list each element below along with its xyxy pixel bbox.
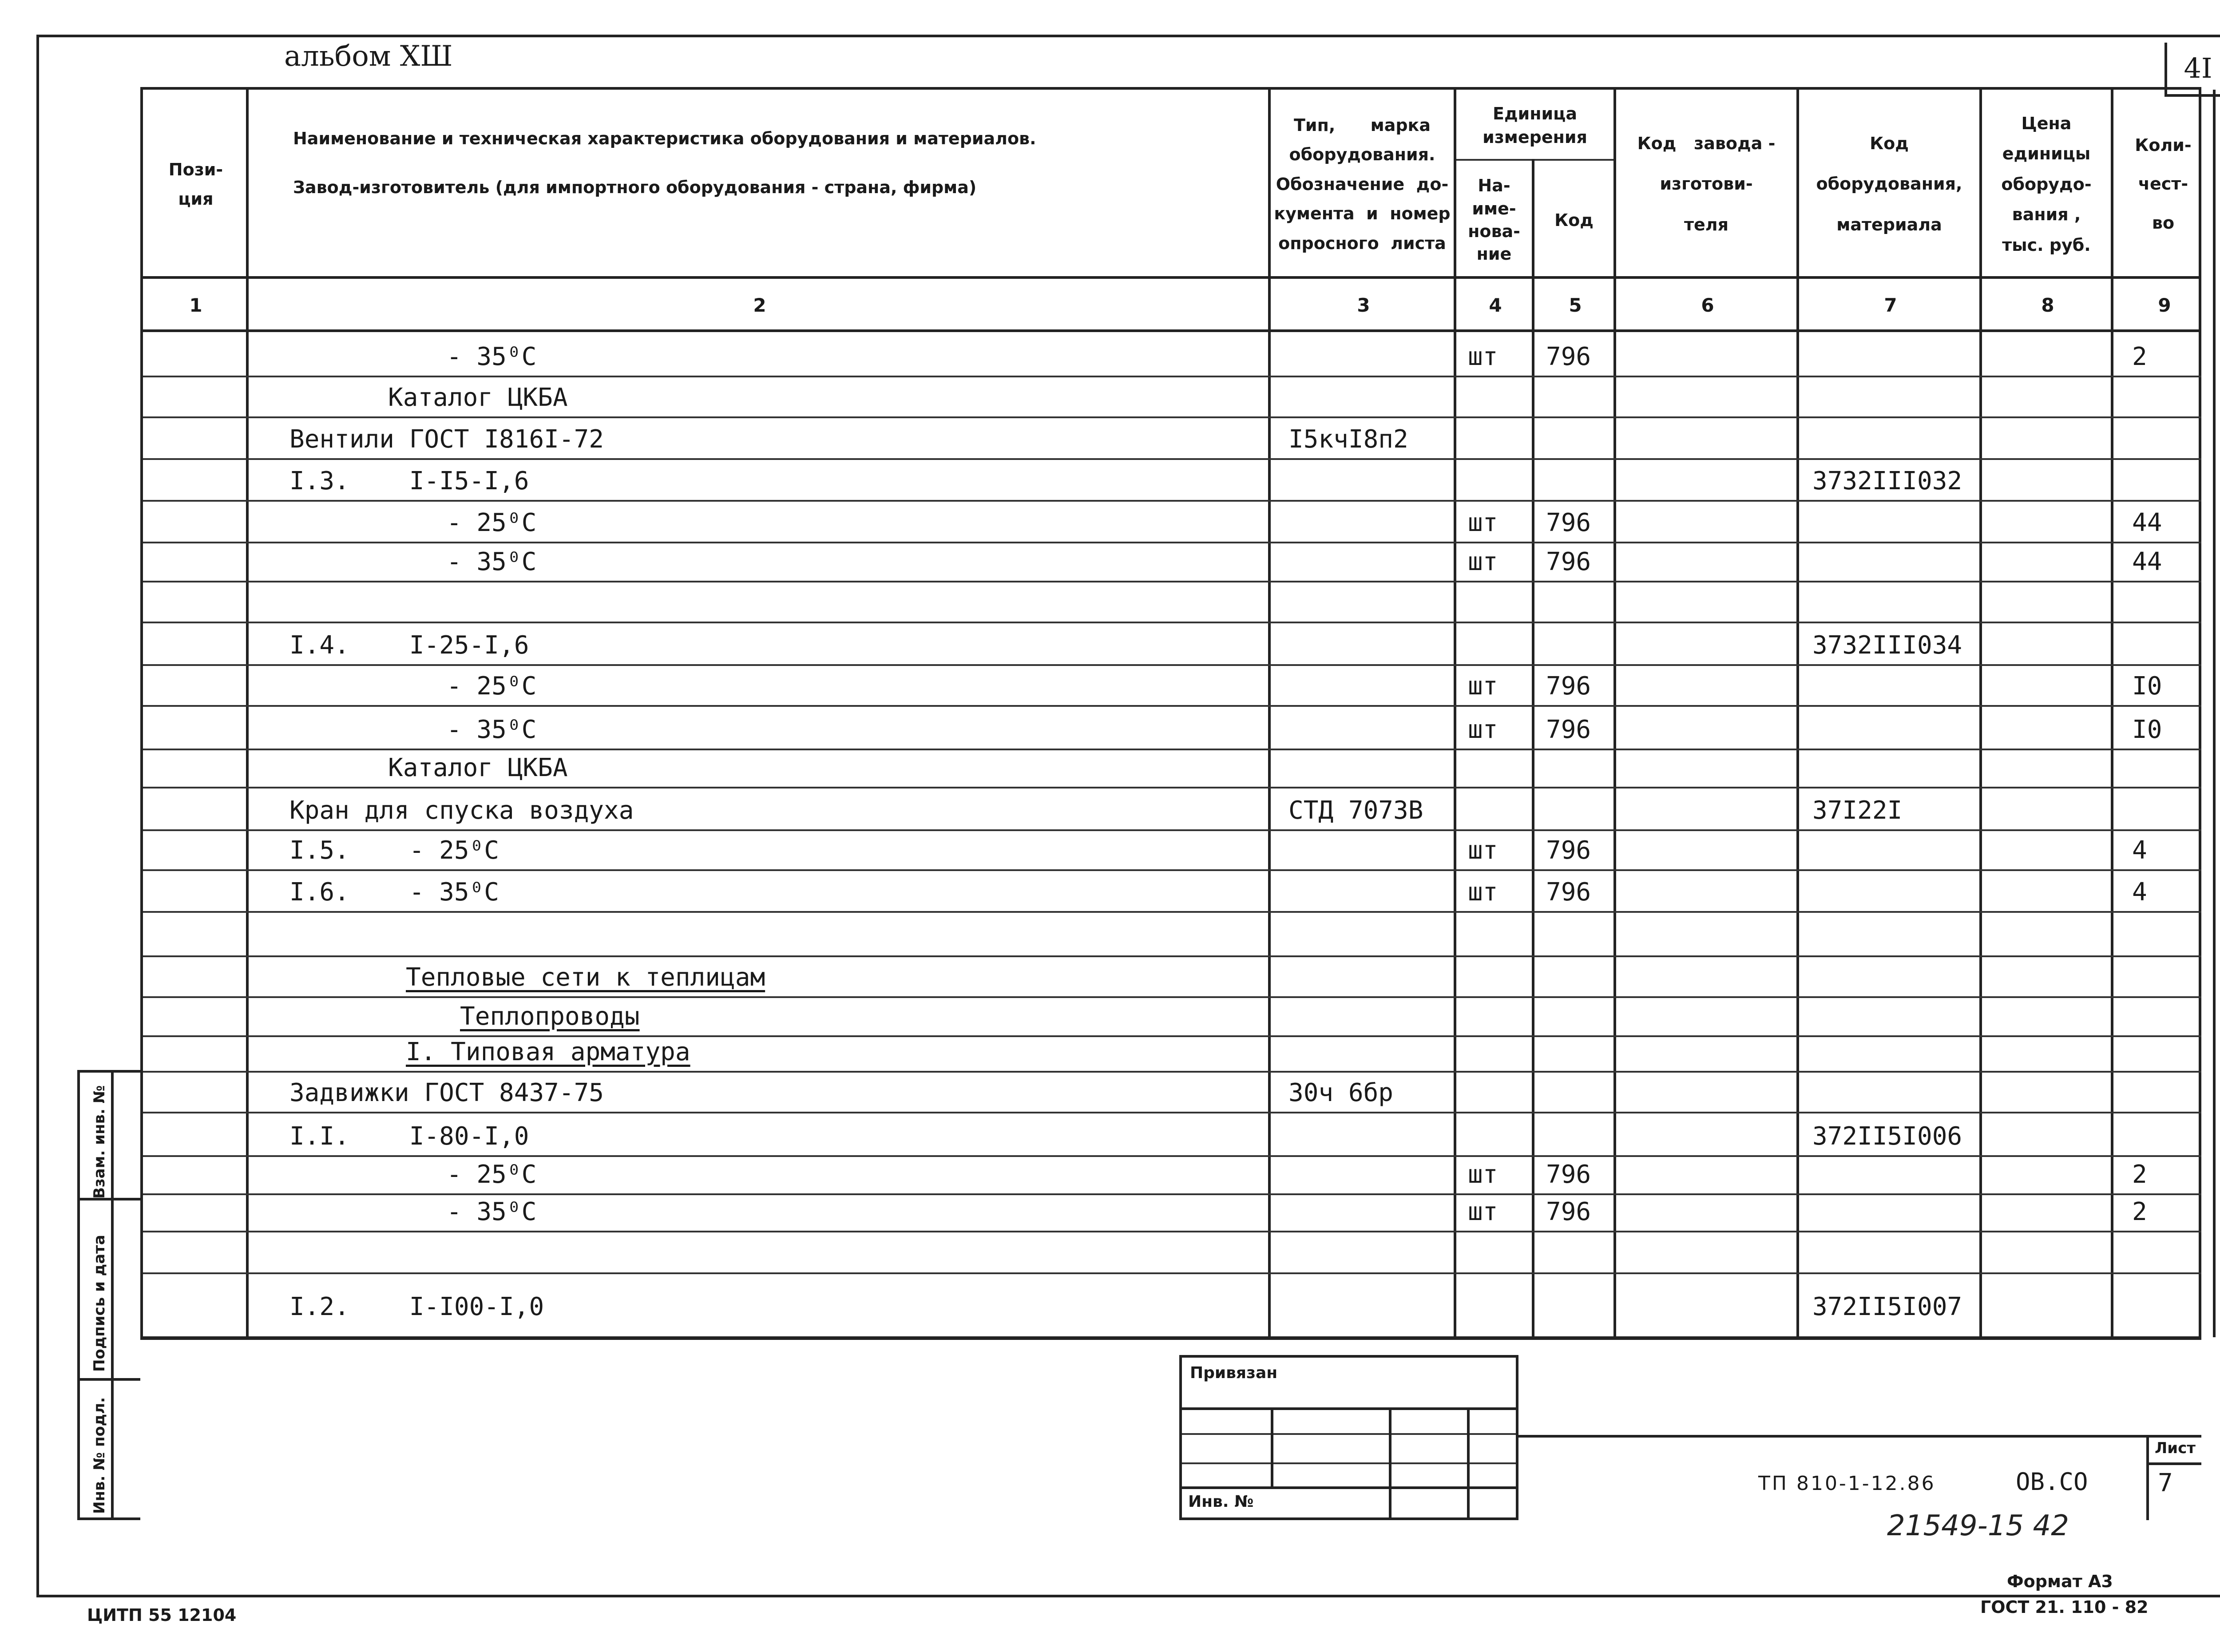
sheet-number: 7 <box>2158 1469 2173 1497</box>
column-number: 5 <box>1569 294 1582 316</box>
table-row <box>143 664 2201 705</box>
row-name: - 25⁰C <box>447 1160 537 1189</box>
row-unit: шт <box>1468 878 1498 907</box>
row-unit-code: 796 <box>1546 342 1591 371</box>
table-row <box>143 955 2201 996</box>
row-quantity: I0 <box>2132 672 2162 701</box>
row-quantity: 4 <box>2132 878 2147 907</box>
header-position: Пози- ция <box>168 159 223 209</box>
column-divider <box>2213 90 2216 1337</box>
table-row <box>143 749 2201 787</box>
row-unit: шт <box>1468 715 1498 744</box>
row-unit-code: 796 <box>1546 547 1591 576</box>
row-type: 30ч 6бр <box>1288 1078 1394 1107</box>
row-unit-code: 796 <box>1546 715 1591 744</box>
table-row <box>143 996 2201 1035</box>
row-equipment-code: 372II5I006 <box>1812 1122 1962 1151</box>
specification-table <box>140 87 2201 1340</box>
header-equipment-code: Код оборудования, материала <box>1816 134 1962 234</box>
row-name: Каталог ЦКБА <box>388 383 568 412</box>
column-number: 8 <box>2041 294 2054 316</box>
row-unit-code: 796 <box>1546 672 1591 701</box>
row-unit-code: 796 <box>1546 836 1591 865</box>
footer-printer: ЦИТП 55 12104 <box>87 1605 237 1625</box>
row-equipment-code: 37I22I <box>1812 796 1903 825</box>
table-row <box>143 458 2201 500</box>
row-name: Тепловые сети к теплицам <box>406 963 765 992</box>
side-label-inv-zam: Взам. инв. № <box>91 1085 108 1199</box>
unit-group-divider <box>1456 159 1616 161</box>
header-quantity: Коли- чест- во <box>2135 135 2192 233</box>
sheet-top-number: 4I <box>2164 43 2220 97</box>
sheet-label: Лист <box>2155 1439 2196 1457</box>
row-unit-code: 796 <box>1546 508 1591 537</box>
header-unit-name: На- име- нова- ние <box>1468 176 1520 264</box>
row-unit: шт <box>1468 836 1498 865</box>
column-number: 6 <box>1701 294 1714 316</box>
table-row <box>143 1071 2201 1112</box>
column-number: 4 <box>1489 294 1502 316</box>
binding-attached-label: Привязан <box>1190 1364 1278 1382</box>
header-name-line1: Наименование и техническая характеристика оборудования и материалов. <box>293 128 1036 148</box>
side-label-sign-date: Подпись и дата <box>91 1235 108 1372</box>
column-number: 2 <box>753 294 766 316</box>
row-equipment-code: 3732III032 <box>1812 467 1962 495</box>
table-row <box>143 705 2201 749</box>
row-quantity: 44 <box>2132 547 2162 576</box>
row-name: I.2. I-I00-I,0 <box>289 1292 544 1321</box>
row-unit: шт <box>1468 547 1498 576</box>
header-name-line2: Завод-изготовитель (для импортного оборудования - страна, фирма) <box>293 177 977 197</box>
footer-standard: ГОСТ 21. 110 - 82 <box>1980 1597 2149 1617</box>
row-name: Вентили ГОСТ I816I-72 <box>289 425 604 454</box>
row-unit-code: 796 <box>1546 1197 1591 1226</box>
table-row <box>143 829 2201 869</box>
header-type: Тип, марка оборудования. Обозначение до- кумента и номер опросного листа <box>1274 115 1451 253</box>
row-quantity: I0 <box>2132 715 2162 744</box>
column-number <box>2216 279 2220 332</box>
header-unit-code: Код <box>1554 210 1594 230</box>
header-unit-group: Единица измерения <box>1483 103 1587 147</box>
row-unit: шт <box>1468 508 1498 537</box>
row-quantity: 2 <box>2132 1160 2147 1189</box>
table-row <box>143 332 2201 376</box>
row-name: Теплопроводы <box>460 1002 640 1031</box>
table-row <box>143 911 2201 955</box>
table-header <box>143 90 2199 279</box>
binding-inv-label: Инв. № <box>1188 1493 1254 1511</box>
column-numbers <box>143 279 2199 332</box>
row-name: I.I. I-80-I,0 <box>289 1122 529 1151</box>
table-row <box>143 1155 2201 1193</box>
row-unit: шт <box>1468 342 1498 371</box>
row-quantity: 4 <box>2132 836 2147 865</box>
row-unit: шт <box>1468 1160 1498 1189</box>
row-name: - 35⁰C <box>447 342 537 371</box>
row-name: - 25⁰C <box>447 672 537 701</box>
table-row <box>143 869 2201 911</box>
title-block <box>1518 1435 2201 1520</box>
project-designation: ТП 810-1-12.86 <box>1758 1472 1936 1495</box>
column-number: 3 <box>1357 294 1370 316</box>
row-quantity: 2 <box>2132 1197 2147 1226</box>
column-number: 1 <box>189 294 202 316</box>
row-name: I.3. I-I5-I,6 <box>289 467 529 495</box>
row-equipment-code: 3732III034 <box>1812 631 1962 660</box>
row-name: Каталог ЦКБА <box>388 753 568 782</box>
table-row <box>143 581 2201 622</box>
header-plant-code: Код завода - изготови- теля <box>1637 134 1776 234</box>
row-name: - 35⁰C <box>447 715 537 744</box>
header-mass <box>2216 90 2220 279</box>
row-name: I.4. I-25-I,6 <box>289 631 529 660</box>
table-row <box>143 622 2201 664</box>
row-name: Кран для спуска воздуха <box>289 796 634 825</box>
row-quantity: 2 <box>2132 342 2147 371</box>
section-code: ОВ.СО <box>2016 1468 2088 1496</box>
row-equipment-code: 372II5I007 <box>1812 1292 1962 1321</box>
row-name: I.5. - 25⁰C <box>289 836 500 865</box>
row-name: I.6. - 35⁰C <box>289 878 500 907</box>
table-row <box>143 542 2201 581</box>
column-number: 9 <box>2158 294 2171 316</box>
row-type: I5кчI8п2 <box>1288 425 1408 454</box>
table-row <box>143 376 2201 416</box>
header-divider <box>143 276 2201 279</box>
table-row <box>143 1231 2201 1272</box>
table-row <box>143 416 2201 458</box>
row-name: - 35⁰C <box>447 1197 537 1226</box>
row-name: - 35⁰C <box>447 547 537 576</box>
table-row <box>143 787 2201 829</box>
table-row <box>143 1272 2201 1326</box>
footer-format: Формат А3 <box>2007 1572 2113 1591</box>
album-label: альбом XШ <box>284 40 453 73</box>
row-quantity: 44 <box>2132 508 2162 537</box>
binding-box <box>1179 1355 1518 1520</box>
table-row <box>143 500 2201 542</box>
header-price: Цена единицы оборудо- вания , тыс. руб. <box>2001 114 2092 255</box>
row-unit-code: 796 <box>1546 878 1591 907</box>
column-number: 7 <box>1884 294 1897 316</box>
handwritten-number: 21549-15 42 <box>1887 1509 2069 1542</box>
row-unit: шт <box>1468 1197 1498 1226</box>
table-row <box>143 1193 2201 1231</box>
side-stamp <box>77 1070 140 1520</box>
row-name: - 25⁰C <box>447 508 537 537</box>
row-name: I. Типовая арматура <box>406 1038 690 1066</box>
row-name: Задвижки ГОСТ 8437-75 <box>289 1078 604 1107</box>
body-bottom-line <box>143 1336 2201 1339</box>
table-row <box>143 1035 2201 1071</box>
row-unit-code: 796 <box>1546 1160 1591 1189</box>
table-row <box>143 1112 2201 1155</box>
row-unit: шт <box>1468 672 1498 701</box>
side-label-inv-podl: Инв. № подл. <box>91 1397 108 1514</box>
row-type: СТД 7073В <box>1288 796 1423 825</box>
